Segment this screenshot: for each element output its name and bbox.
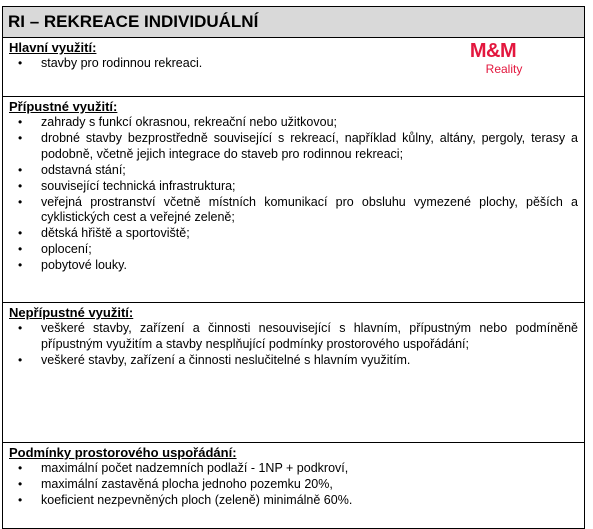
list-item: • veškeré stavby, zařízení a činnosti nesouvisející s hlavním, přípustným nebo podmíněně přípustným využitím a stavby nesplňující podmínky prostorového uspořádání; [9, 321, 578, 353]
section-spatial-conditions [3, 443, 584, 528]
list-item: • veškeré stavby, zařízení a činnosti neslučitelné s hlavním využitím. [9, 353, 578, 369]
list-item: • drobné stavby bezprostředně související s rekreací, například kůlny, altány, pergoly, terasy a podobně, včetně jejich integrace do staveb pro rodinnou rekreaci; [9, 131, 578, 163]
section-main-use [3, 38, 584, 97]
logo-mark: M&M [469, 40, 517, 62]
list-item: • odstavná stání; [9, 163, 578, 179]
list-item: • veřejná prostranství včetně místních komunikací pro obsluhu vymezené plochy, pěších a cyklistických cest a veřejné zeleně; [9, 195, 578, 227]
list-item: • maximální zastavěná plocha jednoho pozemku 20%, [9, 477, 578, 493]
list-item: • maximální počet nadzemních podlaží - 1NP + podkroví, [9, 461, 578, 477]
section-heading: Hlavní využití: [9, 40, 97, 55]
section-heading: Přípustné využití: [9, 99, 118, 114]
list-item: • dětská hřiště a sportoviště; [9, 226, 578, 242]
list-item: • koeficient nezpevněných ploch (zeleně) minimálně 60%. [9, 493, 578, 509]
section-heading: Podmínky prostorového uspořádání: [9, 445, 237, 460]
list-item: • stavby pro rodinnou rekreaci. [9, 56, 578, 72]
list-item: • pobytové louky. [9, 258, 578, 274]
company-logo [458, 40, 528, 76]
regulation-table [2, 6, 585, 529]
item-list [9, 115, 578, 274]
logo-subtitle: Reality [485, 62, 523, 76]
list-item: • zahrady s funkcí okrasnou, rekreační nebo užitkovou; [9, 115, 578, 131]
list-item: • oplocení; [9, 242, 578, 258]
section-prohibited-use [3, 303, 584, 443]
section-heading: Nepřípustné využití: [9, 305, 134, 320]
list-item: • související technická infrastruktura; [9, 179, 578, 195]
item-list [9, 461, 578, 509]
item-list [9, 321, 578, 369]
table-title [3, 7, 584, 38]
title-text: RI – REKREACE INDIVIDUÁLNÍ [8, 12, 259, 31]
section-permitted-use [3, 97, 584, 303]
